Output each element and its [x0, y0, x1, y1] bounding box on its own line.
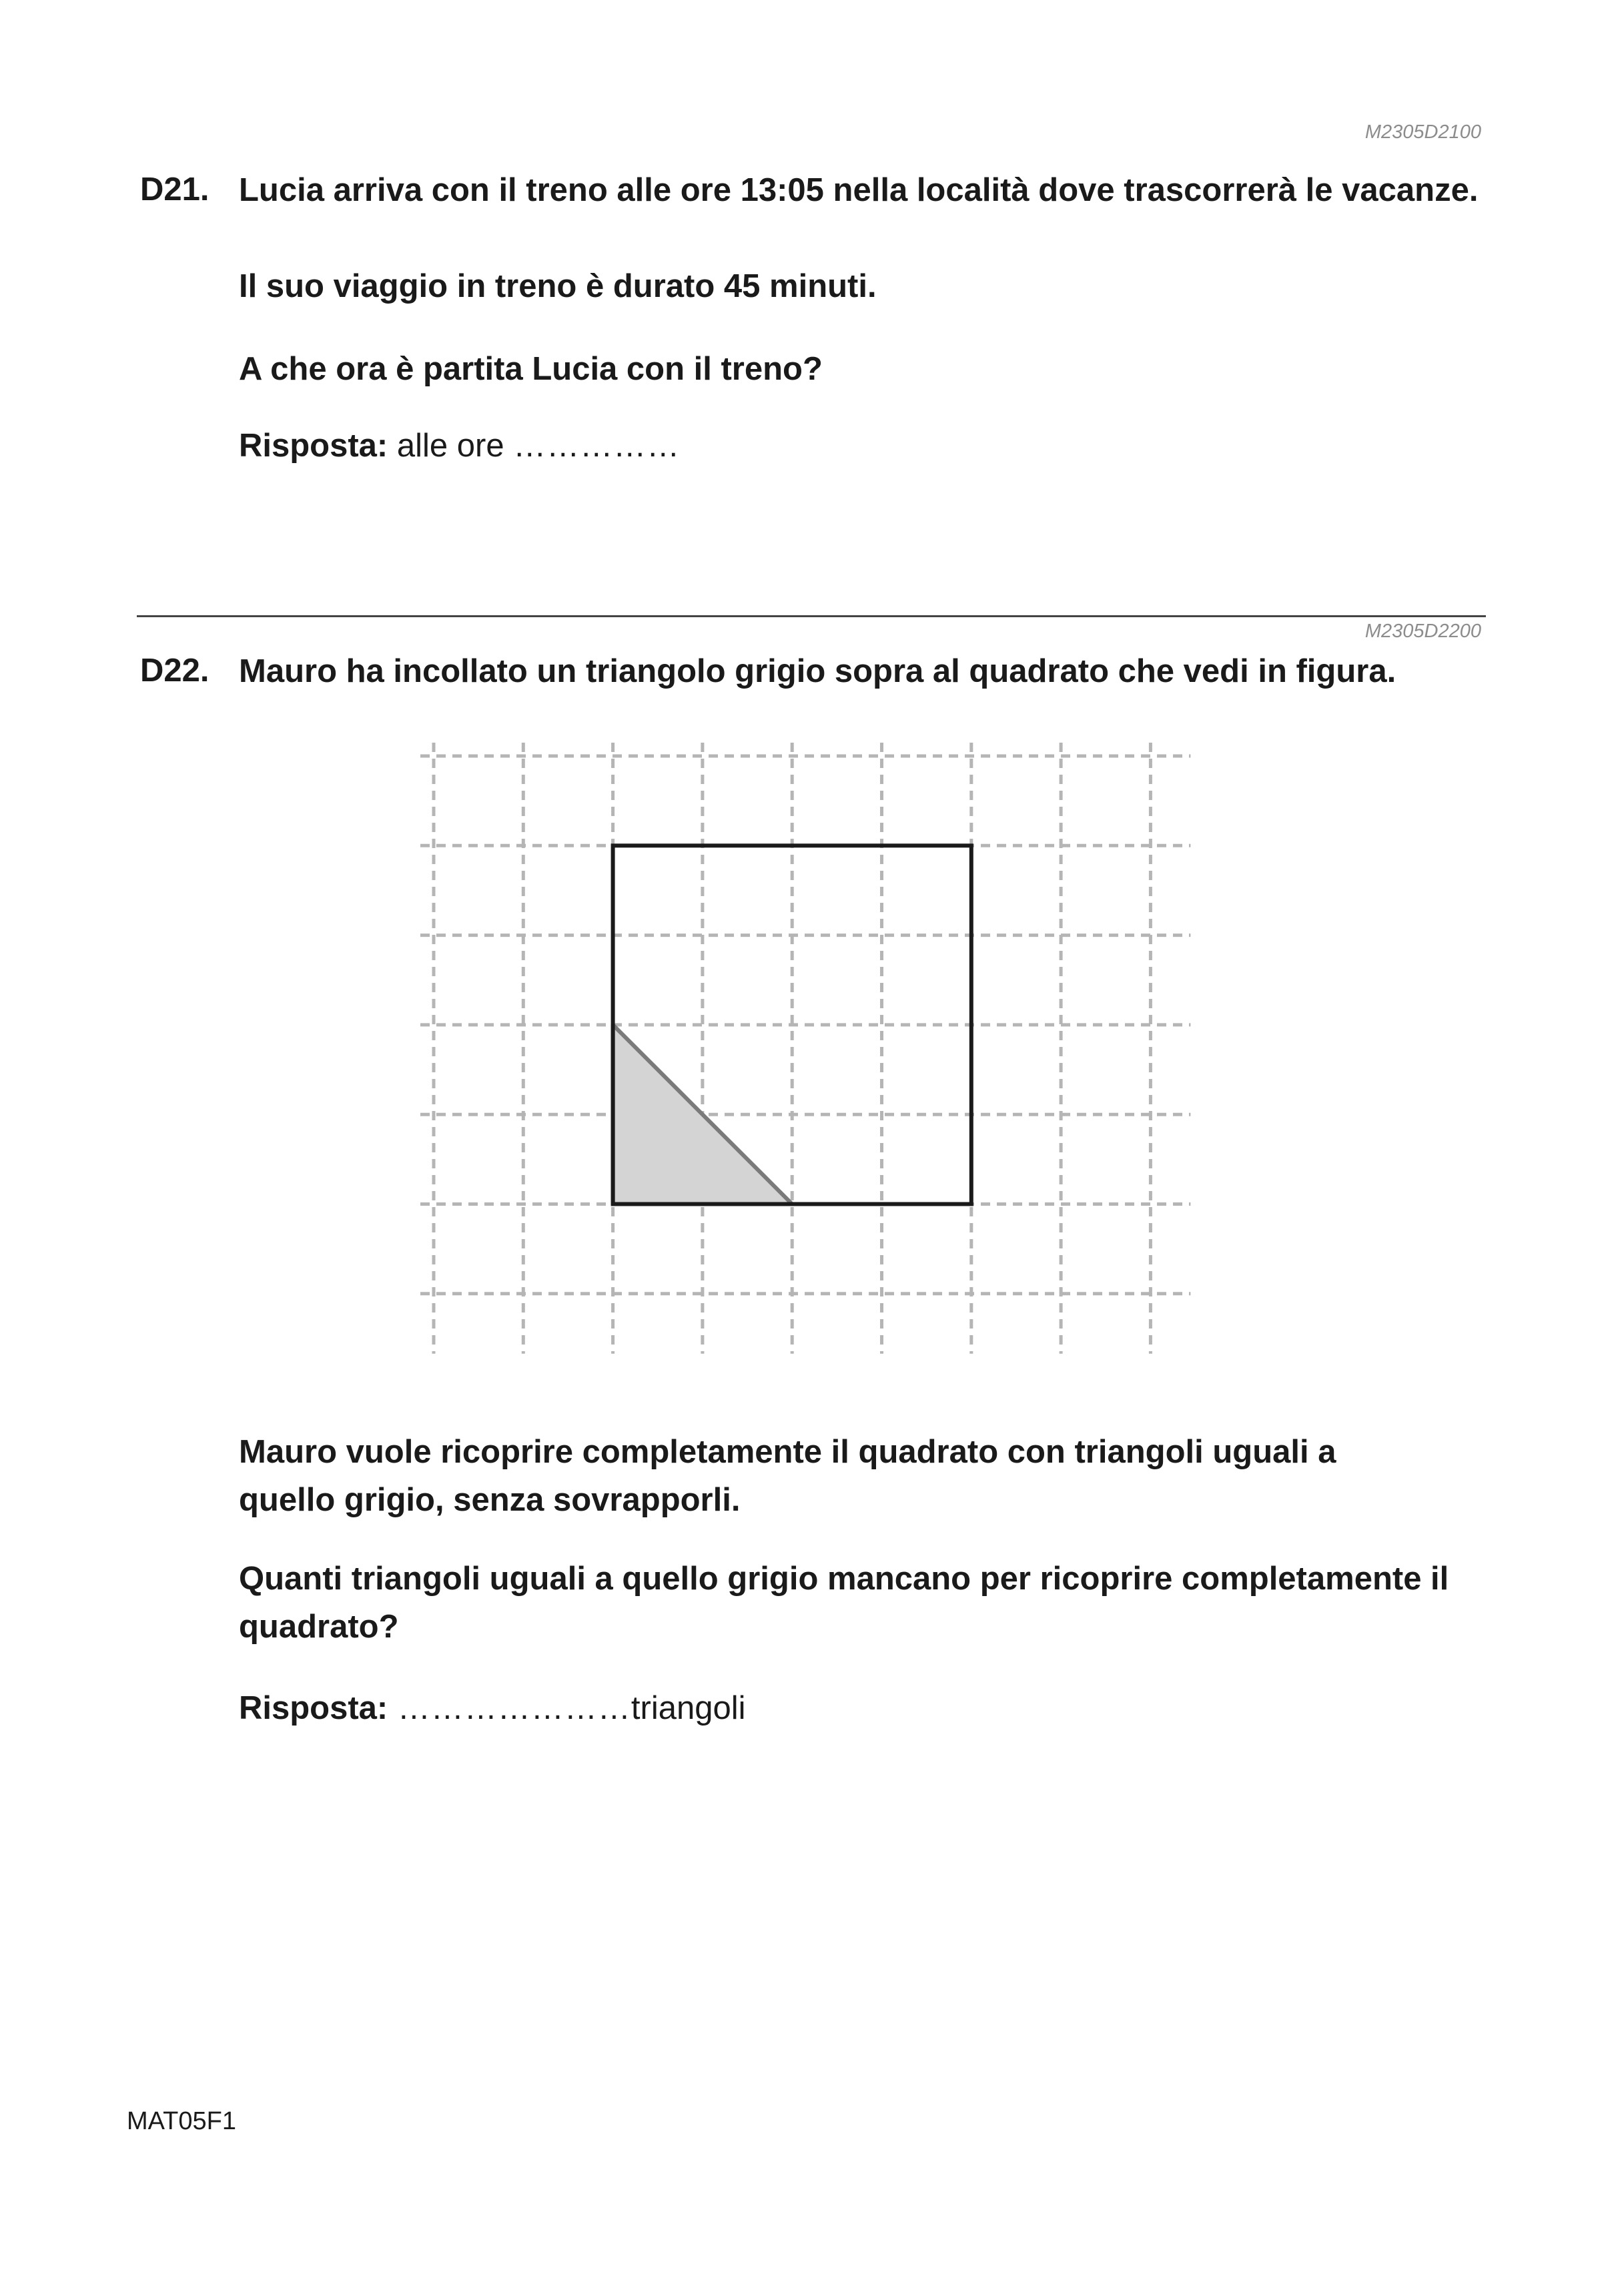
item-code-d22: M2305D2200 — [1364, 621, 1481, 642]
answer-unit: triangoli — [631, 1690, 746, 1726]
answer-line-d22 — [239, 1689, 746, 1727]
question-prompt-d21: A che ora è partita Lucia con il treno? — [239, 351, 823, 387]
dashed-grid — [420, 743, 1190, 1354]
question-number-d21: D21. — [140, 171, 210, 208]
answer-prefix: alle ore — [388, 428, 514, 464]
item-code-d21: M2305D2100 — [1364, 121, 1481, 143]
question-detail-d21: Il suo viaggio in treno è durato 45 minuti. — [239, 268, 877, 304]
answer-blank-d21[interactable]: …………… — [513, 428, 681, 464]
answer-label: Risposta: — [239, 428, 388, 464]
answer-label: Risposta: — [239, 1690, 388, 1726]
question-text-d21: Lucia arriva con il treno alle ore 13:05 nella località dove trascorrerà le vacanze. — [239, 172, 1479, 208]
answer-blank-d22[interactable]: ………………… — [388, 1690, 631, 1726]
question-text-d22: Mauro ha incollato un triangolo grigio sopra al quadrato che vedi in figura. — [239, 653, 1396, 689]
question-prompt-d22: Quanti triangoli uguali a quello grigio mancano per ricoprire completamente il quadrato? — [239, 1561, 1449, 1645]
question-number-d22: D22. — [140, 653, 210, 689]
footer-code: MAT05F1 — [127, 2107, 237, 2135]
paragraph-d22: Mauro vuole ricoprire completamente il quadrato con triangoli uguali a quello grigio, senza sovrapporli. — [239, 1434, 1336, 1518]
